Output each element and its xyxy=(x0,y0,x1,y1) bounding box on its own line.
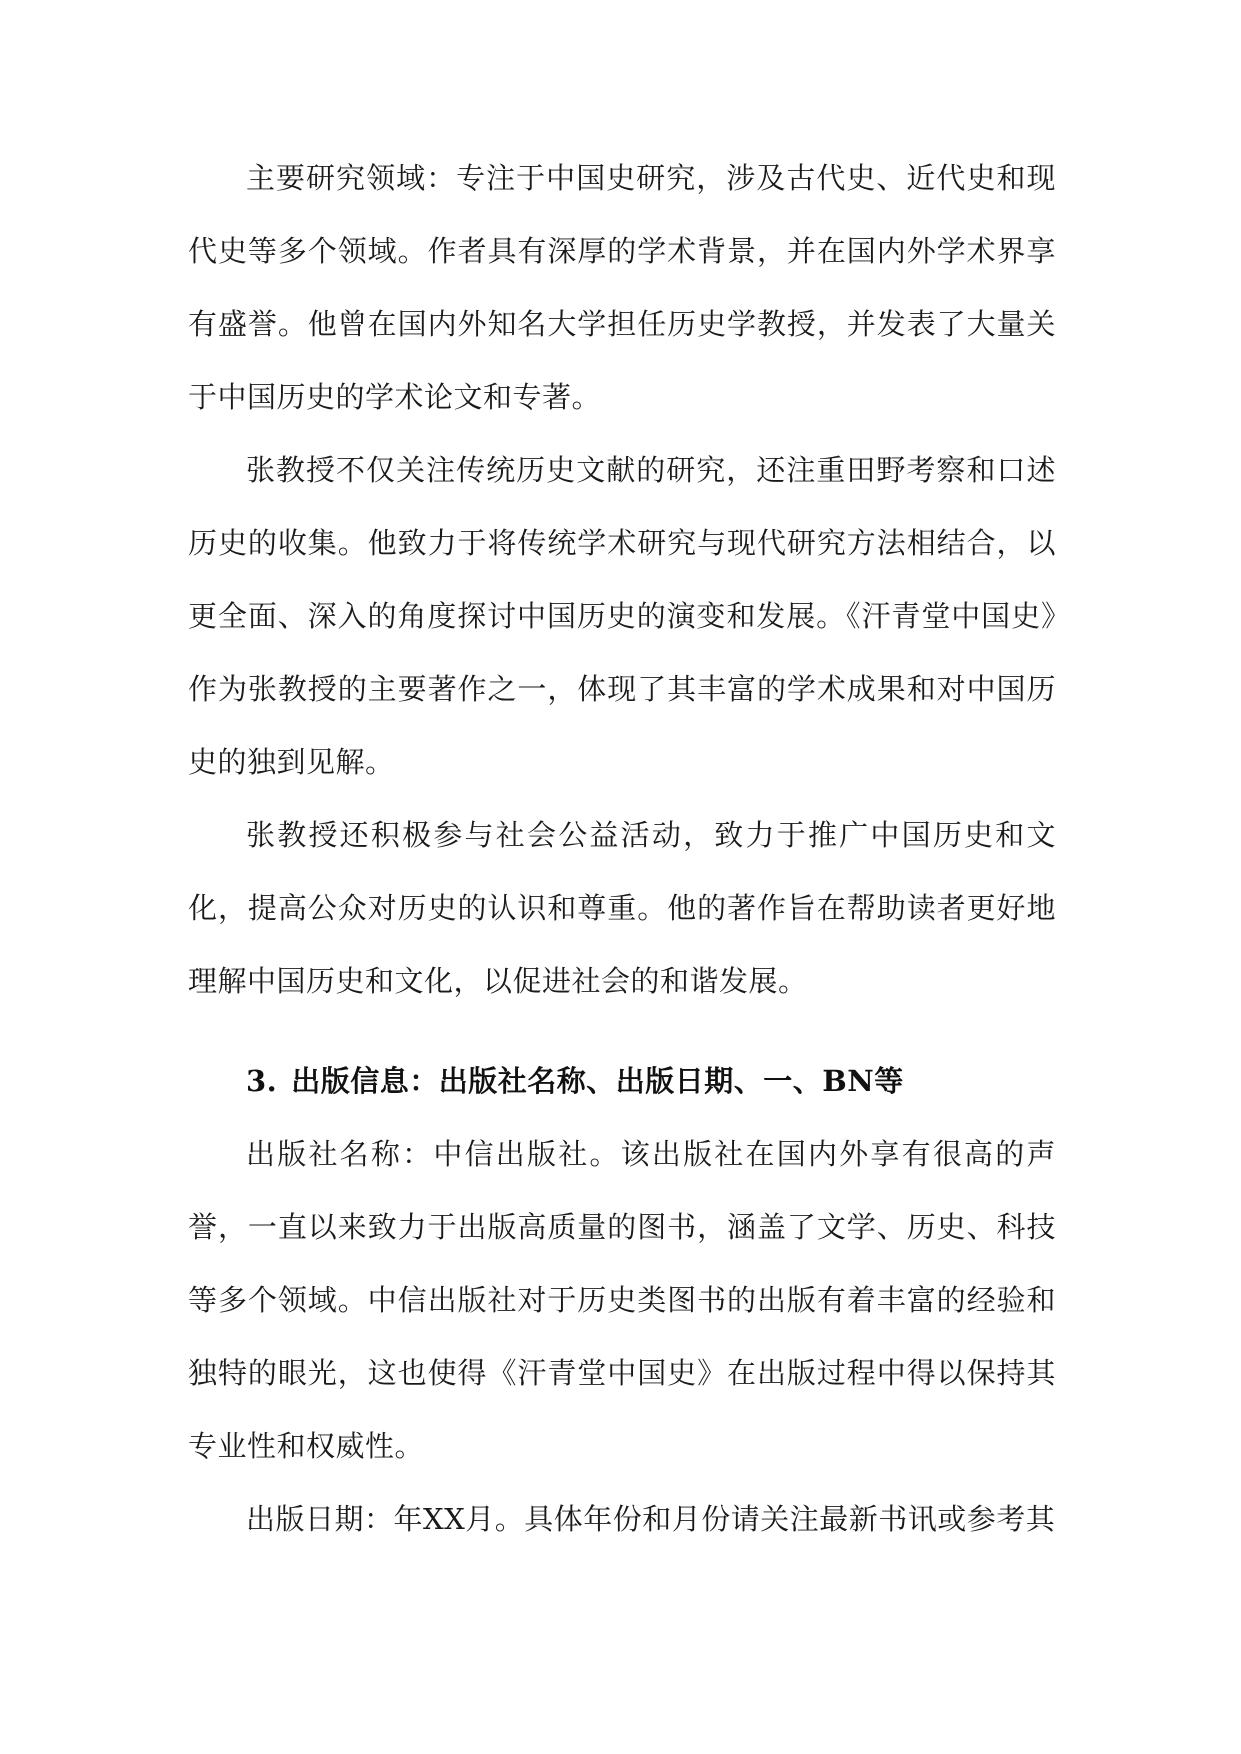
paragraph-research-field: 主要研究领域：专注于中国史研究，涉及古代史、近代史和现代史等多个领域。作者具有深厚的学术背景，并在国内外学术界享有盛誉。他曾在国内外知名大学担任历史学教授，并发表了大量关于中国历史的学术论文和专著。 xyxy=(188,161,1056,414)
section-title: 出版信息：出版社名称、出版日期、一、BN等 xyxy=(291,1064,904,1098)
paragraph-research-methods: 张教授不仅关注传统历史文献的研究，还注重田野考察和口述历史的收集。他致力于将传统学术研究与现代研究方法相结合，以更全面、深入的角度探讨中国历史的演变和发展。《汗青堂中国史》作为张教授的主要著作之一，体现了其丰富的学术成果和对中国历史的独到见解。 xyxy=(188,453,1056,779)
document-page xyxy=(188,142,1056,1556)
section-number: 3. xyxy=(246,1064,278,1098)
paragraph-publisher-name: 出版社名称：中信出版社。该出版社在国内外享有很高的声誉，一直以来致力于出版高质量的图书，涵盖了文学、历史、科技等多个领域。中信出版社对于历史类图书的出版有着丰富的经验和独特的眼光，这也使得《汗青堂中国史》在出版过程中得以保持其专业性和权威性。 xyxy=(188,1137,1056,1463)
paragraph-publication-date: 出版日期：年XX月。具体年份和月份请关注最新书讯或参考其 xyxy=(246,1502,1056,1536)
paragraph-public-activities: 张教授还积极参与社会公益活动，致力于推广中国历史和文化，提高公众对历史的认识和尊重。他的著作旨在帮助读者更好地理解中国历史和文化，以促进社会的和谐发展。 xyxy=(188,818,1056,998)
section-heading-publication-info xyxy=(188,1018,1056,1118)
